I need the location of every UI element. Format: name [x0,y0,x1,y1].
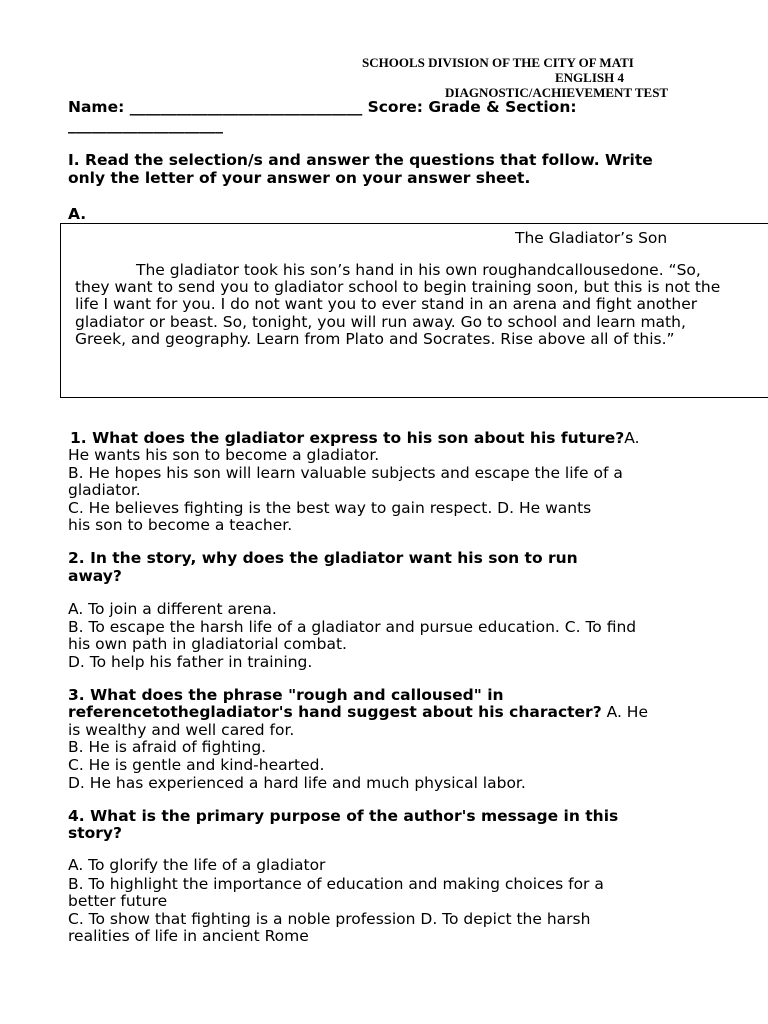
option-line: his son to become a teacher. [68,516,293,534]
instructions-line-2: only the letter of your answer on your answer sheet. [68,169,531,187]
passage-line: gladiator or beast. So, tonight, you will run away. Go to school and learn math, [75,313,686,331]
option-line: better future [68,892,168,910]
option-start: A. He [601,703,648,721]
test-title: DIAGNOSTIC/ACHIEVEMENT TEST [445,85,669,100]
section-label: A. [68,205,87,223]
question-text: 4. What is the primary purpose of the author's message in this [68,807,619,825]
question-text: away? [68,567,122,585]
section-blank-line: ____________________ [68,116,223,134]
option-line: B. To highlight the importance of education and making choices for a [68,875,604,893]
name-score-line: Name: ______________________________ Score: Grade & Section: [68,98,577,116]
question-text: 3. What does the phrase "rough and calloused" in [68,686,504,704]
question-line [68,704,648,722]
passage-box [60,223,768,398]
option-line: gladiator. [68,481,141,499]
question-line [70,430,640,448]
option-line: B. He is afraid of fighting. [68,738,267,756]
option-line: A. To join a different arena. [68,600,277,618]
option-line: realities of life in ancient Rome [68,927,309,945]
school-division-title: SCHOOLS DIVISION OF THE CITY OF MATI [362,55,634,70]
question-text: story? [68,824,123,842]
option-line: C. To show that fighting is a noble profession D. To depict the harsh [68,910,591,928]
question-text: referencetothegladiator's hand suggest about his character? [68,703,602,721]
question-text: 1. What does the gladiator express to his son about his future? [70,429,625,447]
option-line: B. To escape the harsh life of a gladiator and pursue education. C. To find [68,618,637,636]
option-line: D. To help his father in training. [68,653,313,671]
passage-line: Greek, and geography. Learn from Plato and Socrates. Rise above all of this.” [75,330,675,348]
passage-title: The Gladiator’s Son [515,229,668,247]
option-start: A. [624,429,640,447]
option-line: A. To glorify the life of a gladiator [68,856,326,874]
subject-title: ENGLISH 4 [555,70,624,85]
option-line: C. He is gentle and kind-hearted. [68,756,325,774]
option-line: his own path in gladiatorial combat. [68,635,347,653]
option-line: is wealthy and well cared for. [68,721,295,739]
passage-line: The gladiator took his son’s hand in his own roughandcallousedone. “So, [136,261,701,279]
question-text: 2. In the story, why does the gladiator want his son to run [68,549,578,567]
passage-line: life I want for you. I do not want you to ever stand in an arena and fight another [75,295,698,313]
option-line: He wants his son to become a gladiator. [68,446,380,464]
passage-line: they want to send you to gladiator school to begin training soon, but this is not the [75,278,721,296]
instructions-line-1: I. Read the selection/s and answer the questions that follow. Write [68,151,653,169]
option-line: C. He believes fighting is the best way to gain respect. D. He wants [68,499,592,517]
option-line: B. He hopes his son will learn valuable subjects and escape the life of a [68,464,623,482]
option-line: D. He has experienced a hard life and much physical labor. [68,774,526,792]
